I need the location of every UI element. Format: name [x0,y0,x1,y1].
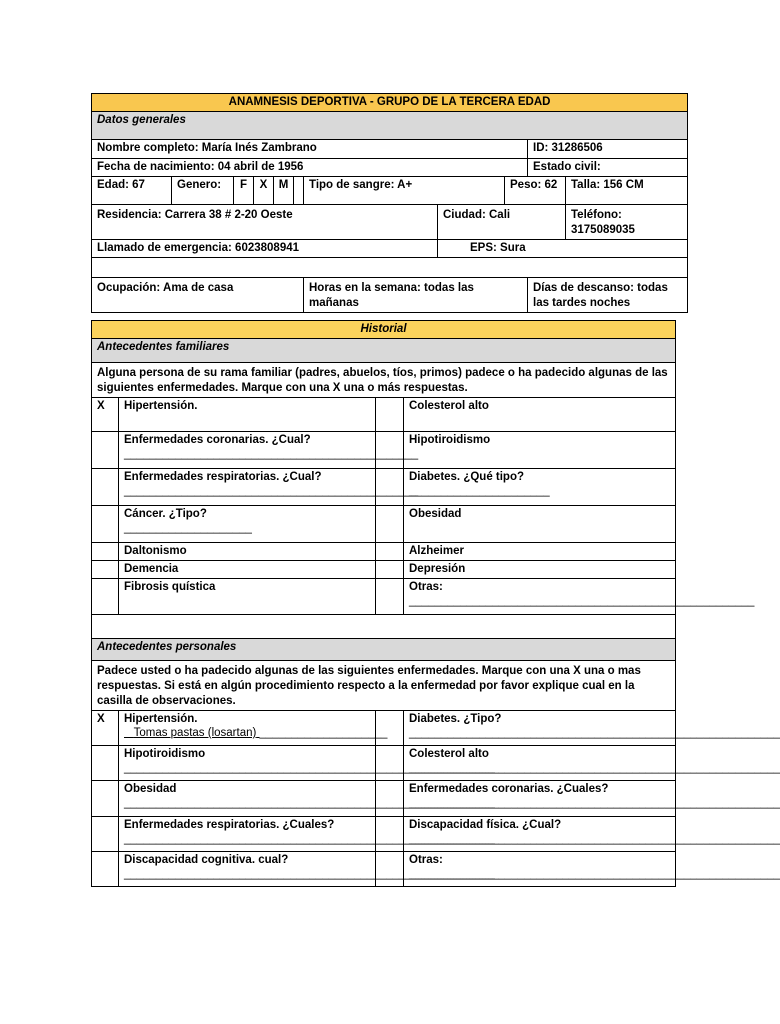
genero-f[interactable]: F [234,177,254,205]
fam-hipotiroidismo-label: Hipotiroidismo [404,432,676,469]
historial-title: Historial [92,321,676,339]
per-fisica-label: Discapacidad física. ¿Cual? __________________________________________________________ [404,817,676,852]
ocupacion-field[interactable]: Ocupación: Ama de casa [92,278,304,313]
per-colesterol-blank[interactable]: __________________________________________________________ [409,762,780,774]
per-diabetes-blank[interactable]: __________________________________________________________ [409,727,780,739]
per-hipertension-label: Hipertensión. Tomas pastas (losartan) ____________________ [119,711,376,746]
form-title: ANAMNESIS DEPORTIVA - GRUPO DE LA TERCERA EDAD [92,94,688,112]
fam-cancer-blank[interactable]: ____________________ [124,522,252,534]
section-antecedentes-personales: Antecedentes personales [92,639,676,661]
horas-semana-field[interactable]: Horas en la semana: todas las mañanas [304,278,528,313]
genero-x[interactable]: X [254,177,274,205]
fam-demencia-mark[interactable] [92,561,119,579]
dias-descanso-field[interactable]: Días de descanso: todas las tardes noches [528,278,688,313]
genero-m[interactable]: M [274,177,294,205]
per-respiratorias-label: Enfermedades respiratorias. ¿Cuales? __________________________________________________________ [119,817,376,852]
fam-depresion-label: Depresión [404,561,676,579]
fam-alzheimer-label: Alzheimer [404,543,676,561]
per-coronarias-blank[interactable]: __________________________________________________________ [409,797,780,809]
per-colesterol-label: Colesterol alto __________________________________________________________ [404,746,676,781]
tipo-sangre-field[interactable]: Tipo de sangre: A+ [304,177,505,205]
fam-obesidad-mark[interactable] [376,506,404,543]
fam-diabetes-label: Diabetes. ¿Qué tipo? ______________________ [404,469,676,506]
per-cognitiva-blank[interactable]: __________________________________________________________ [124,868,495,880]
blank-row [92,258,688,278]
per-hipotiroidismo-mark[interactable] [92,746,119,781]
familiares-instructions: Alguna persona de su rama familiar (padres, abuelos, tíos, primos) padece o ha padecido algunas de las siguientes enfermedades. Marque con una X una o más respuestas. [92,363,676,398]
peso-field[interactable]: Peso: 62 [505,177,566,205]
fam-fibrosis-mark[interactable] [92,579,119,615]
per-hipertension-note[interactable]: Tomas pastas (losartan) ____________________ [133,727,388,739]
fam-otras-label: Otras: ______________________________________________________ [404,579,676,615]
fam-otras-blank[interactable]: ______________________________________________________ [409,595,755,607]
fam-respiratorias-mark[interactable] [92,469,119,506]
section-antecedentes-familiares: Antecedentes familiares [92,339,676,363]
id-field[interactable]: ID: 31286506 [528,140,688,159]
fam-colesterol-mark[interactable] [376,398,404,432]
per-otras-blank[interactable]: __________________________________________________________ [409,868,780,880]
per-coronarias-label: Enfermedades coronarias. ¿Cuales? __________________________________________________________ [404,781,676,817]
per-respiratorias-blank[interactable]: __________________________________________________________ [124,833,495,845]
personales-instructions: Padece usted o ha padecido algunas de las siguientes enfermedades. Marque con una X una o mas respuestas. Si está en algún procedimiento respecto a la enfermedad por favor explique cual en la casilla de observaciones. [92,661,676,711]
separator-row [92,615,676,639]
genero-label: Genero: [172,177,234,205]
genero-blank-cell [294,177,304,205]
fam-hipertension-mark[interactable]: X [92,398,119,432]
fam-fibrosis-label: Fibrosis quística [119,579,376,615]
fecha-nacimiento-field[interactable]: Fecha de nacimiento: 04 abril de 1956 [92,159,528,177]
residencia-field[interactable]: Residencia: Carrera 38 # 2-20 Oeste [92,205,438,240]
ciudad-field[interactable]: Ciudad: Cali [438,205,566,240]
fam-depresion-mark[interactable] [376,561,404,579]
telefono-field[interactable]: Teléfono: 3175089035 [566,205,688,240]
fam-demencia-label: Demencia [119,561,376,579]
fam-coronarias-label: Enfermedades coronarias. ¿Cual? ______________________________________________ [119,432,376,469]
fam-coronarias-blank[interactable]: ______________________________________________ [124,448,419,460]
per-hipotiroidismo-blank[interactable]: __________________________________________________________ [124,762,495,774]
edad-field[interactable]: Edad: 67 [92,177,172,205]
eps-field[interactable]: EPS: Sura [438,240,688,258]
fam-coronarias-mark[interactable] [92,432,119,469]
estado-civil-field[interactable]: Estado civil: [528,159,688,177]
per-obesidad-label: Obesidad __________________________________________________________ [119,781,376,817]
fam-daltonismo-mark[interactable] [92,543,119,561]
historial-table [91,320,780,887]
fam-otras-mark[interactable] [376,579,404,615]
per-cognitiva-mark[interactable] [92,852,119,887]
per-obesidad-blank[interactable]: __________________________________________________________ [124,797,495,809]
fam-diabetes-blank[interactable]: ______________________ [409,485,550,497]
per-hipotiroidismo-label: Hipotiroidismo __________________________________________________________ [119,746,376,781]
fam-respiratorias-blank[interactable]: ______________________________________________ [124,485,419,497]
per-cognitiva-label: Discapacidad cognitiva. cual? __________________________________________________________ [119,852,376,887]
nombre-field[interactable]: Nombre completo: María Inés Zambrano [92,140,528,159]
per-fisica-blank[interactable]: __________________________________________________________ [409,833,780,845]
talla-field[interactable]: Talla: 156 CM [566,177,688,205]
per-diabetes-label: Diabetes. ¿Tipo? __________________________________________________________ [404,711,676,746]
fam-colesterol-label: Colesterol alto [404,398,676,432]
fam-daltonismo-label: Daltonismo [119,543,376,561]
section-datos-generales: Datos generales [92,112,688,140]
fam-alzheimer-mark[interactable] [376,543,404,561]
emergencia-field[interactable]: Llamado de emergencia: 6023808941 [92,240,438,258]
per-respiratorias-mark[interactable] [92,817,119,852]
fam-respiratorias-label: Enfermedades respiratorias. ¿Cual? ______________________________________________ [119,469,376,506]
fam-hipertension-label: Hipertensión. [119,398,376,432]
per-obesidad-mark[interactable] [92,781,119,817]
fam-cancer-mark[interactable] [92,506,119,543]
fam-cancer-label: Cáncer. ¿Tipo? ____________________ [119,506,376,543]
per-otras-label: Otras: __________________________________________________________ [404,852,676,887]
fam-obesidad-label: Obesidad [404,506,676,543]
per-hipertension-mark[interactable]: X [92,711,119,746]
general-data-table [91,93,688,313]
